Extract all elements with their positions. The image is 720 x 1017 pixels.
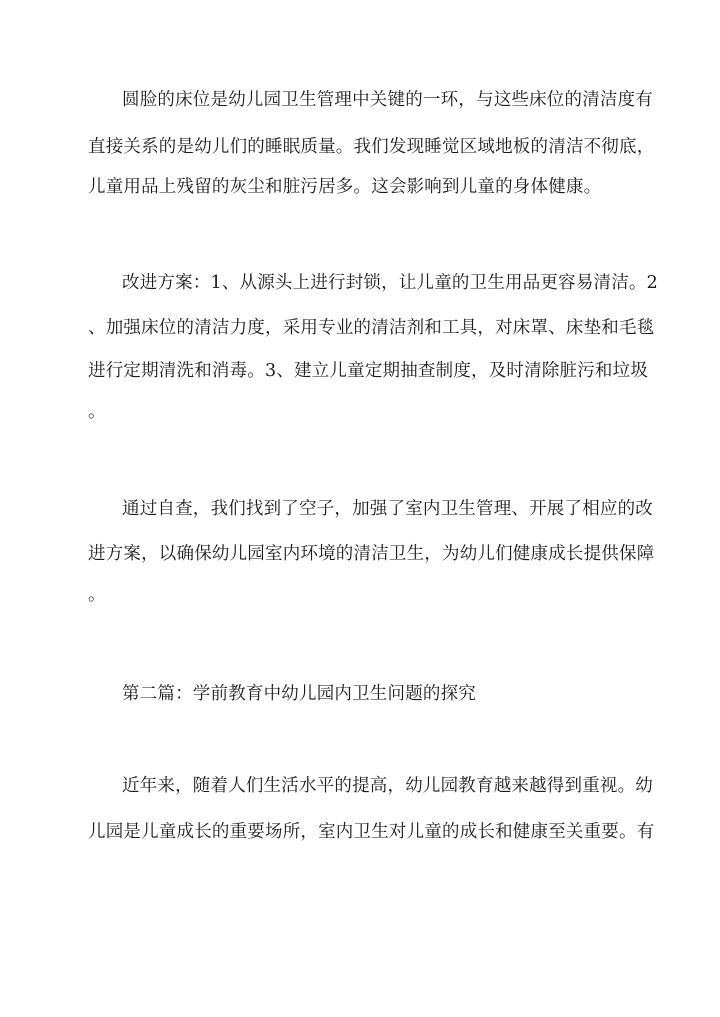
paragraph-1-line-1: 圆脸的床位是幼儿园卫生管理中关键的一环，与这些床位的清洁度有 — [122, 90, 653, 110]
paragraph-3-line-1: 通过自查，我们找到了空子，加强了室内卫生管理、开展了相应的改 — [122, 499, 653, 519]
paragraph-2-line-4: 。 — [88, 402, 106, 422]
paragraph-3-line-2: 进方案，以确保幼儿园室内环境的清洁卫生，为幼儿们健康成长提供保障 — [88, 544, 655, 564]
paragraph-5-line-2: 儿园是儿童成长的重要场所，室内卫生对儿童的成长和健康至关重要。有 — [88, 822, 655, 842]
paragraph-2-line-2: 、加强床位的清洁力度，采用专业的清洁剂和工具，对床罩、床垫和毛毯 — [88, 318, 655, 338]
paragraph-2-line-3: 进行定期清洗和消毒。3、建立儿童定期抽查制度，及时清除脏污和垃圾 — [88, 361, 649, 381]
paragraph-1-line-3: 儿童用品上残留的灰尘和脏污居多。这会影响到儿童的身体健康。 — [88, 177, 602, 197]
paragraph-2-line-1: 改进方案：1、从源头上进行封锁，让儿童的卫生用品更容易清洁。2 — [122, 273, 658, 293]
section-heading: 第二篇：学前教育中幼儿园内卫生问题的探究 — [122, 684, 476, 704]
paragraph-5-line-1: 近年来，随着人们生活水平的提高，幼儿园教育越来越得到重视。幼 — [122, 776, 653, 796]
paragraph-3-line-3: 。 — [88, 585, 106, 605]
paragraph-1-line-2: 直接关系的是幼儿们的睡眠质量。我们发现睡觉区域地板的清洁不彻底， — [88, 137, 655, 157]
